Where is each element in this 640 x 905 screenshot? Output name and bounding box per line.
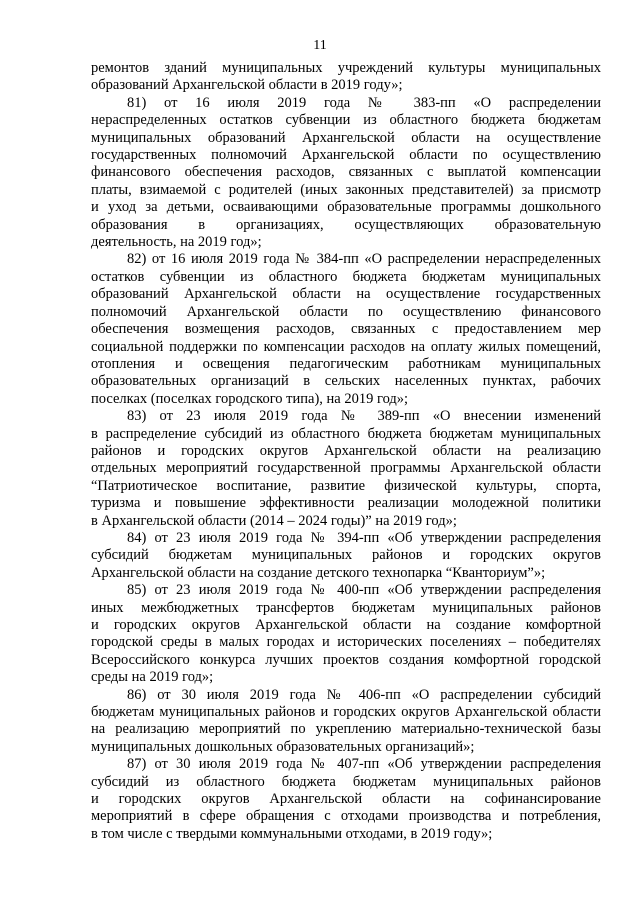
list-item bbox=[91, 251, 601, 408]
page-number: 11 bbox=[313, 38, 327, 53]
list-item bbox=[91, 60, 601, 95]
text-line: нераспределенных остатков субвенции из областного бюджета бюджетам bbox=[91, 112, 601, 129]
text-line: районов и городских округов Архангельской области на реализацию bbox=[91, 442, 601, 459]
text-line: финансового обеспечения расходов, связанных с выплатой компенсации bbox=[91, 164, 601, 181]
text-line: ремонтов зданий муниципальных учреждений культуры муниципальных bbox=[91, 60, 601, 76]
text-line: субсидий из областного бюджета бюджетам муниципальных районов bbox=[91, 773, 601, 790]
text-line: образовательных организаций в сельских населенных пунктах, рабочих bbox=[91, 373, 601, 390]
text-line: на реализацию мероприятий по укреплению материально-технической базы bbox=[91, 721, 601, 738]
text-line: субсидий бюджетам муниципальных районов и городских округов bbox=[91, 547, 601, 564]
text-line: поселках (поселках городского типа), на 2019 год»; bbox=[91, 390, 409, 407]
text-line: 86) от 30 июля 2019 года № 406-пп «О распределении субсидий bbox=[127, 686, 601, 703]
text-line: 81) от 16 июля 2019 года № 383-пп «О распределении bbox=[127, 94, 601, 111]
text-line: Архангельской области на создание детского технопарка “Кванториум”»; bbox=[91, 564, 546, 581]
list-item bbox=[91, 530, 601, 582]
text-line: полномочий Архангельской области по осуществлению финансового bbox=[91, 303, 601, 320]
list-item bbox=[91, 582, 601, 686]
text-line: отопления и освещения педагогическим работникам муниципальных bbox=[91, 355, 601, 372]
text-line: и уход за детьми, осваивающими образовательные программы дошкольного bbox=[91, 199, 601, 216]
text-line: платы, взимаемой с родителей (иных законных представителей) за присмотр bbox=[91, 181, 601, 198]
text-line: обеспечения возмещения расходов, связанных с предоставлением мер bbox=[91, 321, 601, 338]
text-line: государственных полномочий Архангельской области по осуществлению bbox=[91, 147, 601, 164]
text-line: в Архангельской области (2014 – 2024 годы)” на 2019 год»; bbox=[91, 512, 457, 529]
text-line: 87) от 30 июля 2019 года № 407-пп «Об утверждении распределения bbox=[127, 756, 601, 773]
text-line: муниципальных дошкольных образовательных организаций»; bbox=[91, 738, 475, 755]
text-line: социальной поддержки по компенсации расходов на оплату жилых помещений, bbox=[91, 338, 601, 355]
text-line: образований Архангельской области в 2019 году»; bbox=[91, 77, 403, 94]
text-line: 85) от 23 июля 2019 года № 400-пп «Об утверждении распределения bbox=[127, 582, 601, 599]
text-line: туризма и повышение эффективности реализации молодежной политики bbox=[91, 495, 601, 512]
text-line: “Патриотическое воспитание, развитие физической культуры, спорта, bbox=[91, 477, 601, 494]
text-line: отдельных мероприятий государственной программы Архангельской области bbox=[91, 460, 601, 477]
text-line: муниципальных образований Архангельской области на осуществление bbox=[91, 129, 601, 146]
text-line: в том числе с твердыми коммунальными отходами, в 2019 году»; bbox=[91, 825, 493, 842]
text-line: образований Архангельской области на осуществление государственных bbox=[91, 286, 601, 303]
text-line: среды на 2019 год»; bbox=[91, 669, 214, 686]
text-line: Всероссийского конкурса лучших проектов создания комфортной городской bbox=[91, 651, 601, 668]
text-line: мероприятий в сфере обращения с отходами производства и потребления, bbox=[91, 808, 601, 825]
text-line: деятельность, на 2019 год»; bbox=[91, 234, 262, 251]
text-line: 82) от 16 июля 2019 года № 384-пп «О распределении нераспределенных bbox=[127, 251, 601, 268]
document-body bbox=[91, 60, 601, 843]
text-line: 84) от 23 июля 2019 года № 394-пп «Об утверждении распределения bbox=[127, 529, 601, 546]
text-line: и городских округов Архангельской области на создание комфортной bbox=[91, 617, 601, 633]
text-line: в распределение субсидий из областного бюджета бюджетам муниципальных bbox=[91, 425, 601, 442]
list-item bbox=[91, 756, 601, 843]
text-line: городской среды в малых городах и исторических поселениях – победителях bbox=[91, 634, 601, 651]
text-line: образования в организациях, осуществляющих образовательную bbox=[91, 216, 601, 233]
text-line: бюджетам муниципальных районов и городских округов Архангельской области bbox=[91, 704, 601, 721]
list-item bbox=[91, 687, 601, 757]
text-line: иных межбюджетных трансфертов бюджетам муниципальных районов bbox=[91, 599, 601, 616]
list-item bbox=[91, 408, 601, 530]
text-line: 83) от 23 июля 2019 года № 389-пп «О внесении изменений bbox=[127, 408, 601, 425]
text-line: и городских округов Архангельской области на софинансирование bbox=[91, 791, 601, 808]
text-line: остатков субвенции из областного бюджета бюджетам муниципальных bbox=[91, 268, 601, 285]
list-item bbox=[91, 95, 601, 252]
